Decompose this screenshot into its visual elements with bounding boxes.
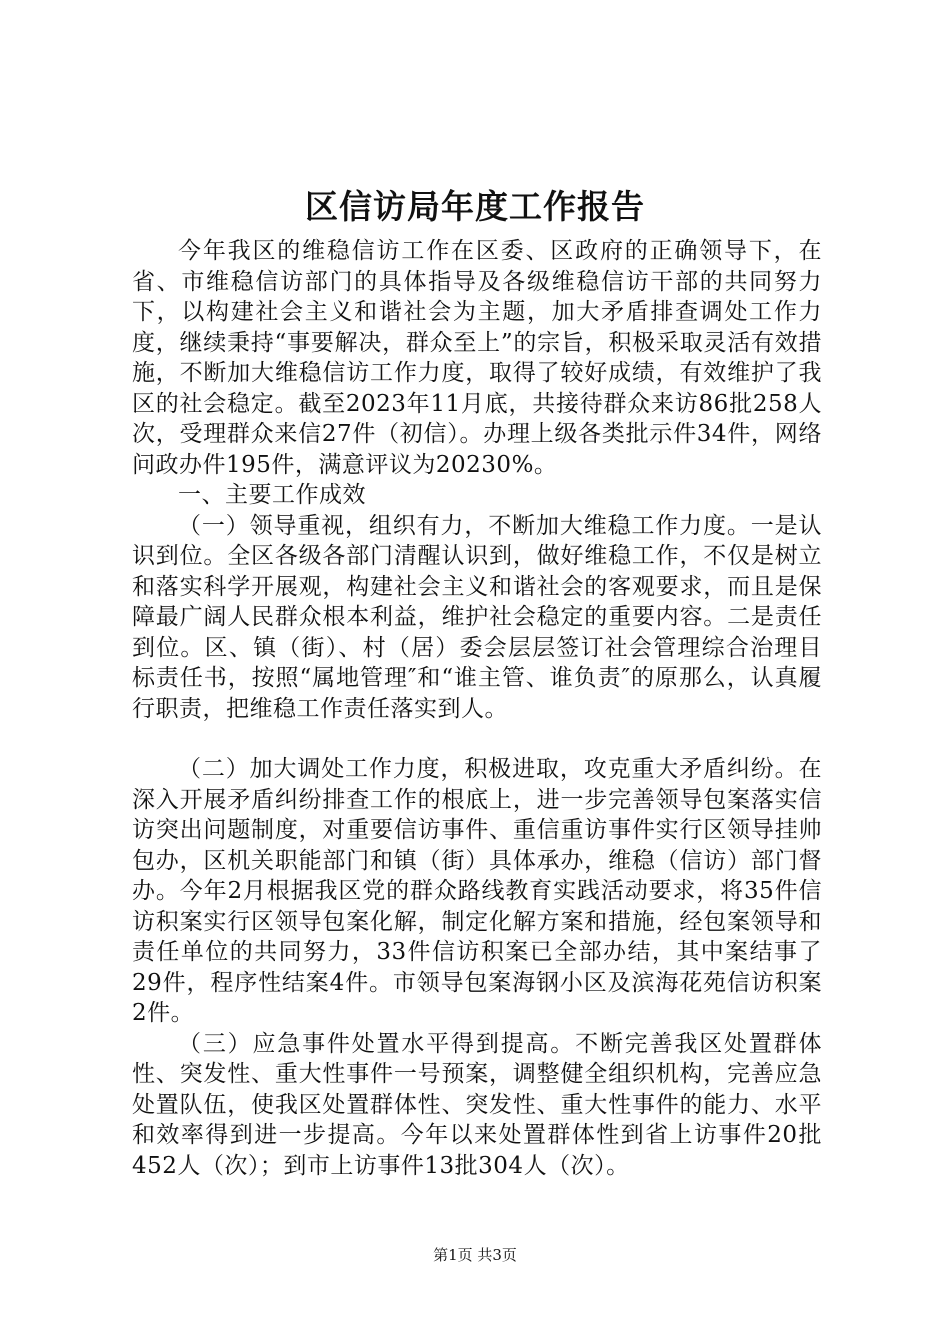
- document-title: 区信访局年度工作报告: [305, 187, 645, 226]
- page-number: 第1页 共3页: [433, 1246, 517, 1264]
- paragraph-intro: 今年我区的维稳信访工作在区委、区政府的正确领导下，在省、市维稳信访部门的具体指导及各级维稳信访干部的共同努力下，以构建社会主义和谐社会为主题，加大矛盾排查调处工作力度，继续秉持“事要解决，群众至上”的宗旨，积极采取灵活有效措施，不断加大维稳信访工作力度，取得了较好成绩，有效维护了我区的社会稳定。截至2023年11月底，共接待群众来访86批258人次，受理群众来信27件（初信）。办理上级各类批示件34件，网络问政办件195件，满意评议为20230%。: [132, 238, 822, 478]
- paragraph-item-1: （一）领导重视，组织有力，不断加大维稳工作力度。一是认识到位。全区各级各部门清醒认识到，做好维稳工作，不仅是树立和落实科学开展观，构建社会主义和谐社会的客观要求，而且是保障最广阔人民群众根本利益，维护社会稳定的重要内容。二是责任到位。区、镇（街）、村（居）委会层层签订社会管理综合治理目标责任书，按照“属地管理″和“谁主管、谁负责″的原那么，认真履行职责，把维稳工作责任落实到人。: [132, 512, 822, 722]
- section-heading: 一、主要工作成效: [178, 482, 366, 508]
- paragraph-item-3: （三）应急事件处置水平得到提高。不断完善我区处置群体性、突发性、重大性事件一号预案，调整健全组织机构，完善应急处置队伍，使我区处置群体性、突发性、重大性事件的能力、水平和效率得到进一步提高。今年以来处置群体性到省上访事件20批452人（次）；到市上访事件13批304人（次）。: [132, 1030, 822, 1179]
- paragraph-item-2: （二）加大调处工作力度，积极进取，攻克重大矛盾纠纷。在深入开展矛盾纠纷排查工作的根底上，进一步完善领导包案落实信访突出问题制度，对重要信访事件、重信重访事件实行区领导挂帅包办，区机关职能部门和镇（街）具体承办，维稳（信访）部门督办。今年2月根据我区党的群众路线教育实践活动要求，将35件信访积案实行区领导包案化解，制定化解方案和措施，经包案领导和责任单位的共同努力，33件信访积案已全部办结，其中案结事了29件，程序性结案4件。市领导包案海钢小区及滨海花苑信访积案2件。: [132, 756, 822, 1026]
- document-body: [132, 236, 822, 1181]
